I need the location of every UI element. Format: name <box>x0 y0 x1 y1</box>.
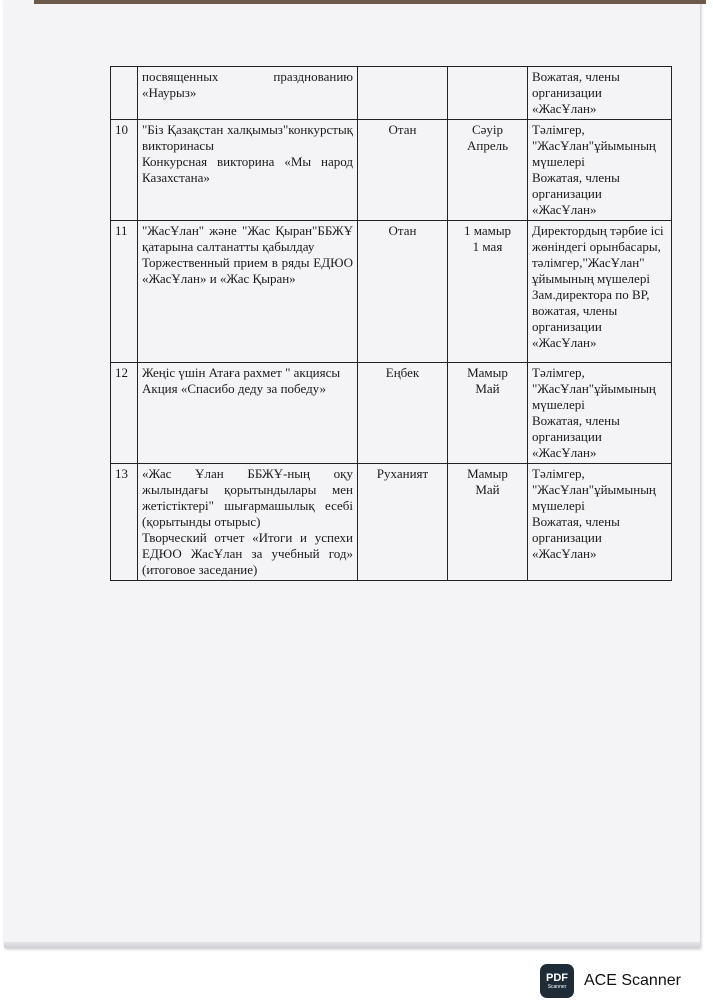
event-line: "Біз Қазақстан халқымыз"конкурстық викторинасы <box>142 122 353 153</box>
event-line: «Жас Ұлан ББЖҰ-ның оқу жылындағы қорытындылары мен жетістіктері" шығармашылық есебі (қорытынды отырыс) <box>142 466 353 529</box>
event-plan-body <box>111 67 672 581</box>
table-row <box>111 221 672 363</box>
event-line: "ЖасҰлан" және "Жас Қыран"ББЖҰ қатарына салтанатты қабылдау <box>142 223 353 254</box>
pdf-scanner-icon <box>540 964 574 998</box>
event-line: Творческий отчет «Итоги и успехи ЕДЮО ЖасҰлан за учебный год» (итоговое заседание) <box>142 530 353 577</box>
row-number: 11 <box>111 221 138 363</box>
event-cell <box>138 67 358 120</box>
event-cell <box>138 464 358 581</box>
responsible-cell <box>528 464 672 581</box>
direction-cell <box>358 67 448 120</box>
responsible-cell <box>528 67 672 120</box>
date-line: Мамыр <box>467 466 508 481</box>
page-top-edge <box>34 0 706 4</box>
event-line: Акция «Спасибо деду за победу» <box>142 381 327 396</box>
date-line: Мамыр <box>467 365 508 380</box>
responsible-line: Директордың тәрбие ісі жөніндегі орынбасары, тәлімгер,"ЖасҰлан" ұйымының мүшелері <box>532 223 664 286</box>
date-line: Сәуір <box>471 122 504 137</box>
event-cell <box>138 120 358 221</box>
responsible-line: Вожатая, члены организации «ЖасҰлан» <box>532 69 620 116</box>
table-row <box>111 120 672 221</box>
responsible-line: Тәлімгер, "ЖасҰлан"ұйымының мүшелері <box>532 122 656 169</box>
direction-cell: Отан <box>358 120 448 221</box>
date-line: 1 мамыр <box>463 223 512 238</box>
direction-cell: Руханият <box>358 464 448 581</box>
date-line: Май <box>475 381 500 396</box>
event-plan-table <box>110 66 672 581</box>
event-line: Конкурсная викторина «Мы народ Казахстана» <box>142 154 353 185</box>
responsible-line: Зам.директора по ВР, вожатая, члены организации «ЖасҰлан» <box>532 287 650 350</box>
responsible-cell <box>528 221 672 363</box>
event-cell <box>138 363 358 464</box>
date-cell <box>448 363 528 464</box>
responsible-line: Вожатая, члены организации «ЖасҰлан» <box>532 413 620 460</box>
date-cell <box>448 120 528 221</box>
date-cell <box>448 221 528 363</box>
app-name: ACE Scanner <box>584 972 681 989</box>
row-number: 12 <box>111 363 138 464</box>
responsible-cell <box>528 120 672 221</box>
event-line: посвященных празднованию «Наурыз» <box>142 69 353 100</box>
event-cell <box>138 221 358 363</box>
table-row <box>111 363 672 464</box>
row-number <box>111 67 138 120</box>
row-number: 13 <box>111 464 138 581</box>
responsible-line: Вожатая, члены организации «ЖасҰлан» <box>532 514 620 561</box>
event-line: Торжественный прием в ряды ЕДЮО «ЖасҰлан» и «Жас Қыран» <box>142 255 353 286</box>
date-cell <box>448 464 528 581</box>
row-number: 10 <box>111 120 138 221</box>
date-line: 1 мая <box>472 239 503 254</box>
date-line: Май <box>475 482 500 497</box>
responsible-line: Тәлімгер, "ЖасҰлан"ұйымының мүшелері <box>532 365 656 412</box>
responsible-cell <box>528 363 672 464</box>
direction-cell: Еңбек <box>358 363 448 464</box>
date-cell <box>448 67 528 120</box>
direction-cell: Отан <box>358 221 448 363</box>
page-bottom-edge <box>4 942 700 948</box>
scanner-icon-label: Scanner <box>547 983 567 990</box>
pdf-icon-label: PDF <box>546 971 568 984</box>
responsible-line: Тәлімгер, "ЖасҰлан"ұйымының мүшелері <box>532 466 656 513</box>
responsible-line: Вожатая, члены организации «ЖасҰлан» <box>532 170 620 217</box>
date-line: Апрель <box>466 138 509 153</box>
event-line: Жеңіс үшін Атаға рахмет " акциясы <box>142 365 341 380</box>
scanner-watermark <box>540 964 681 998</box>
table-row <box>111 464 672 581</box>
table-row <box>111 67 672 120</box>
